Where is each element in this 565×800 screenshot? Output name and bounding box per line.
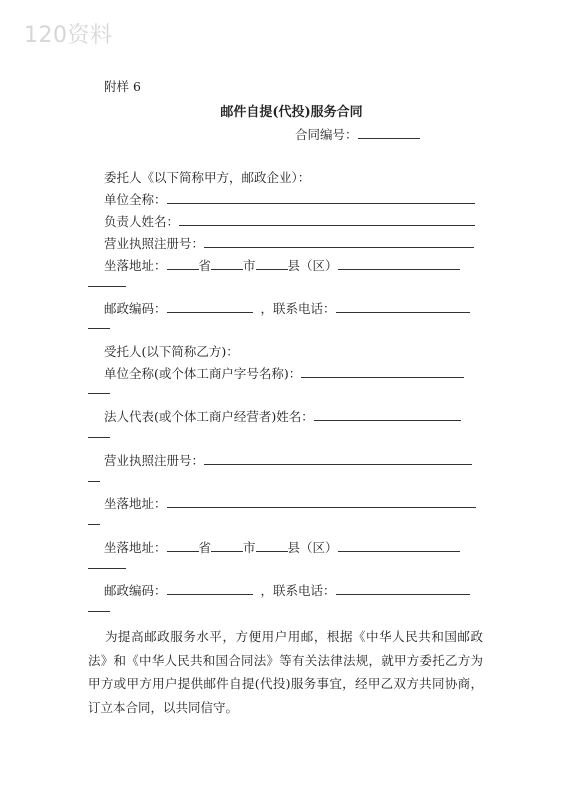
attachment-label: 附样 6: [104, 79, 141, 94]
blank: [336, 300, 470, 313]
blank: [256, 539, 288, 552]
blank: [167, 582, 253, 595]
party-b-license-blank: [204, 452, 472, 465]
party-b-postcode-line: [104, 581, 470, 599]
wrap-underline: [88, 480, 100, 482]
party-a-license-line: [104, 234, 474, 252]
contract-number-blank: [358, 126, 420, 139]
contract-number-label: 合同编号：: [295, 127, 358, 142]
party-a-postcode-line: [104, 299, 470, 317]
party-b-postcode-label: 邮政编码：: [104, 583, 167, 598]
wrap-underline: [88, 392, 110, 394]
province-label: 省: [198, 258, 212, 273]
party-a-address-label: 坐落地址：: [104, 258, 167, 273]
province-label: 省: [198, 540, 212, 555]
party-a-phone-label: ，联系电话：: [260, 301, 336, 316]
city-label: 市: [243, 540, 256, 555]
party-a-principal-blank: [179, 213, 475, 226]
contract-title: 邮件自提(代投)服务合同: [220, 105, 363, 120]
party-b-address-line-2: [104, 538, 460, 556]
city-label: 市: [243, 258, 256, 273]
party-b-license-label: 营业执照注册号：: [104, 453, 205, 468]
party-b-legal-rep-blank: [314, 408, 461, 421]
party-a-unit-name-label: 单位全称：: [104, 192, 167, 207]
party-b-phone-label: ，联系电话：: [260, 583, 336, 598]
blank: [338, 539, 460, 552]
watermark-logo: 120资料: [24, 23, 113, 48]
wrap-underline: [88, 327, 110, 329]
party-b-unit-name-label: 单位全称(或个体工商户字号名称)：: [104, 366, 302, 381]
party-a-license-blank: [204, 235, 474, 248]
party-a-principal-label: 负责人姓名：: [104, 214, 180, 229]
party-b-address-blank-1: [167, 495, 476, 508]
contract-number-line: [295, 125, 420, 143]
blank: [211, 257, 243, 270]
party-b-address-label-1: 坐落地址：: [104, 496, 167, 511]
party-a-unit-name-blank: [167, 191, 475, 204]
blank: [256, 257, 288, 270]
county-label: 县（区）: [287, 258, 338, 273]
party-a-principal-line: [104, 212, 475, 230]
party-a-unit-name-line: [104, 190, 475, 208]
party-b-address-line-1: [104, 494, 476, 512]
county-label: 县（区）: [287, 540, 338, 555]
party-b-heading: 受托人(以下简称乙方)：: [104, 344, 239, 359]
blank: [167, 539, 199, 552]
blank: [167, 257, 199, 270]
party-b-address-label-2: 坐落地址：: [104, 540, 167, 555]
party-a-postcode-label: 邮政编码：: [104, 301, 167, 316]
party-b-unit-name-line: [104, 364, 464, 382]
party-b-legal-rep-line: [104, 407, 461, 425]
wrap-underline: [88, 523, 100, 525]
wrap-underline: [88, 610, 110, 612]
wrap-underline: [88, 436, 110, 438]
blank: [167, 300, 253, 313]
blank: [336, 582, 470, 595]
party-a-heading: 委托人《以下简称甲方，邮政企业）：: [104, 170, 311, 185]
blank: [211, 539, 243, 552]
preamble-paragraph: 为提高邮政服务水平，方便用户用邮，根据《中华人民共和国邮政法》和《中华人民共和国合同法》等有关法律法规，就甲方委托乙方为甲方或甲方用户提供邮件自提(代投)服务事宜，经甲乙双方共同协商，订立本合同，以共同信守。: [88, 629, 483, 715]
blank: [338, 257, 460, 270]
wrap-underline: [88, 567, 126, 569]
party-b-unit-name-blank: [301, 365, 464, 378]
party-a-license-label: 营业执照注册号：: [104, 236, 205, 251]
wrap-underline: [88, 285, 126, 287]
party-a-address-line: [104, 256, 460, 274]
party-b-legal-rep-label: 法人代表(或个体工商户经营者)姓名：: [104, 409, 314, 424]
party-b-license-line: [104, 451, 472, 469]
